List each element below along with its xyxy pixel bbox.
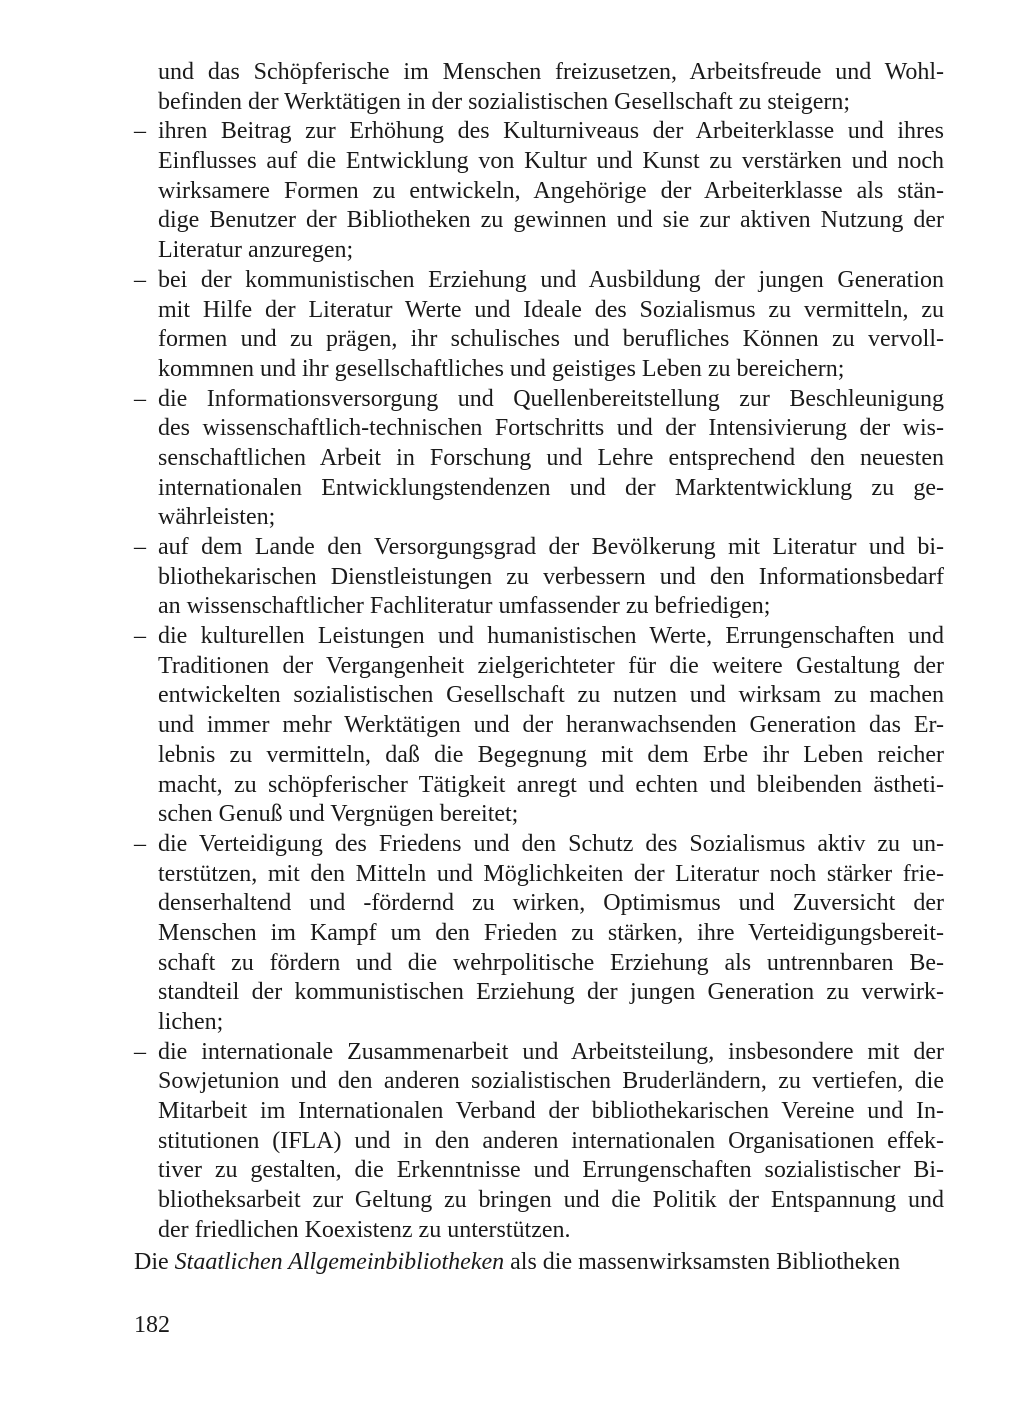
list-dash: – xyxy=(134,1038,146,1065)
line-text: stitutionen (IFLA) und in den anderen internationalen Organisationen effek- xyxy=(158,1127,944,1154)
line-text: wirksamere Formen zu entwickeln, Angehörige der Arbeiterklasse als stän- xyxy=(158,177,944,204)
line-text: an wissenschaftlicher Fachliteratur umfassender zu befriedigen; xyxy=(158,593,771,620)
text-line xyxy=(134,414,944,444)
list-dash: – xyxy=(134,266,146,293)
line-text: Literatur anzuregen; xyxy=(158,237,354,264)
line-text: dige Benutzer der Bibliotheken zu gewinnen und sie zur aktiven Nutzung der xyxy=(158,207,944,234)
line-text: formen und zu prägen, ihr schulisches und berufliches Können zu vervoll- xyxy=(158,326,944,353)
line-text: befinden der Werktätigen in der sozialistischen Gesellschaft zu steigern; xyxy=(158,88,851,115)
text-line xyxy=(134,860,944,890)
list-item-first-line xyxy=(134,1038,944,1068)
line-text: macht, zu schöpferischer Tätigkeit anregt und echten und bleibenden ästheti- xyxy=(158,771,944,798)
emphasized-text: Staatlichen Allgemeinbibliotheken xyxy=(174,1249,505,1275)
line-text: des wissenschaftlich-technischen Fortschritts und der Intensivierung der wis- xyxy=(158,415,944,442)
text-line xyxy=(134,355,944,385)
line-text: Mitarbeit im Internationalen Verband der bibliothekarischen Vereine und In- xyxy=(158,1098,944,1125)
list-item-first-line xyxy=(134,622,944,652)
text-line xyxy=(134,206,944,236)
line-text: standteil der kommunistischen Erziehung der jungen Generation zu verwirk- xyxy=(158,979,944,1006)
line-text: und das Schöpferische im Menschen freizusetzen, Arbeitsfreude und Wohl- xyxy=(158,59,944,85)
text-line xyxy=(134,177,944,207)
line-text: bliotheksarbeit zur Geltung zu bringen und die Politik der Entspannung und xyxy=(158,1187,944,1214)
text-line xyxy=(134,1008,944,1038)
line-text: der friedlichen Koexistenz zu unterstützen. xyxy=(158,1216,571,1243)
text-line xyxy=(134,771,944,801)
text-line xyxy=(134,88,944,118)
body-text xyxy=(134,58,944,1246)
line-text: Traditionen der Vergangenheit zielgerichteter für die weitere Gestaltung der xyxy=(158,652,944,679)
list-item-first-line xyxy=(134,266,944,296)
text-line xyxy=(134,1216,944,1246)
text-line xyxy=(134,1067,944,1097)
line-text: ihren Beitrag zur Erhöhung des Kulturniveaus der Arbeiterklasse und ihres xyxy=(158,118,944,145)
text-line xyxy=(134,236,944,266)
line-text: internationalen Entwicklungstendenzen und der Marktentwicklung zu ge- xyxy=(158,474,944,501)
text-line xyxy=(134,711,944,741)
line-text: mit Hilfe der Literatur Werte und Ideale des Sozialismus zu vermitteln, zu xyxy=(158,296,944,323)
line-text: denserhaltend und -fördernd zu wirken, Optimismus und Zuversicht der xyxy=(158,890,944,917)
line-text: die kulturellen Leistungen und humanistischen Werte, Errungenschaften und xyxy=(158,623,944,650)
page-number: 182 xyxy=(134,1312,170,1338)
list-item-first-line xyxy=(134,385,944,415)
line-text: tiver zu gestalten, die Erkenntnisse und Errungenschaften sozialistischer Bi- xyxy=(158,1157,944,1184)
text-line xyxy=(134,474,944,504)
line-text: die internationale Zusammenarbeit und Arbeitsteilung, insbesondere mit der xyxy=(158,1038,944,1065)
list-dash: – xyxy=(134,534,146,560)
line-text: die Verteidigung des Friedens und den Schutz des Sozialismus aktiv zu un- xyxy=(158,830,944,857)
text-line xyxy=(134,325,944,355)
list-dash: – xyxy=(134,385,146,412)
text-line xyxy=(134,1156,944,1186)
text-line xyxy=(134,503,944,533)
line-text: Menschen im Kampf um den Frieden zu stärken, ihre Verteidigungsbereit- xyxy=(158,919,944,946)
text-line xyxy=(134,800,944,830)
text-line xyxy=(134,889,944,919)
line-text: lichen; xyxy=(158,1009,224,1035)
line-text: schen Genuß und Vergnügen bereitet; xyxy=(158,801,519,828)
text-line xyxy=(134,741,944,771)
text-line xyxy=(134,652,944,682)
text-line xyxy=(134,1186,944,1216)
line-text: auf dem Lande den Versorgungsgrad der Bevölkerung mit Literatur und bi- xyxy=(158,534,944,560)
line-text: senschaftlichen Arbeit in Forschung und Lehre entsprechend den neuesten xyxy=(158,444,944,471)
text-line xyxy=(134,1097,944,1127)
line-text: bliothekarischen Dienstleistungen zu verbessern und den Informationsbedarf xyxy=(158,563,944,590)
list-dash: – xyxy=(134,118,146,145)
text-line xyxy=(134,919,944,949)
text-line xyxy=(134,681,944,711)
text-line xyxy=(134,563,944,593)
line-text: lebnis zu vermitteln, daß die Begegnung mit dem Erbe ihr Leben reicher xyxy=(158,741,944,768)
text-line xyxy=(134,296,944,326)
text-line xyxy=(134,1127,944,1157)
line-text: terstützen, mit den Mitteln und Möglichkeiten der Literatur noch stärker frie- xyxy=(158,860,944,887)
list-dash: – xyxy=(134,623,146,650)
list-dash: – xyxy=(134,830,146,857)
list-item-first-line xyxy=(134,830,944,860)
line-text: die Informationsversorgung und Quellenbereitstellung zur Beschleunigung xyxy=(158,385,944,412)
list-item-first-line xyxy=(134,533,944,563)
text-line xyxy=(134,978,944,1008)
text-line xyxy=(134,949,944,979)
line-text: schaft zu fördern und die wehrpolitische Erziehung als untrennbaren Be- xyxy=(158,949,944,976)
line-text: kommnen und ihr gesellschaftliches und geistiges Leben zu bereichern; xyxy=(158,355,845,382)
text-line xyxy=(134,58,944,88)
text-line xyxy=(134,592,944,622)
text-line: Die Staatlichen Allgemeinbibliotheken als die massenwirksamsten Bibliotheken xyxy=(134,1249,901,1275)
text-line xyxy=(134,147,944,177)
line-text: entwickelten sozialistischen Gesellschaft zu nutzen und wirksam zu machen xyxy=(158,682,944,709)
line-text: und immer mehr Werktätigen und der heranwachsenden Generation das Er- xyxy=(158,712,944,739)
text-line xyxy=(134,444,944,474)
line-text: Sowjetunion und den anderen sozialistischen Bruderländern, zu vertiefen, die xyxy=(158,1068,944,1095)
line-text: währleisten; xyxy=(158,504,276,531)
line-text: Einflusses auf die Entwicklung von Kultur und Kunst zu verstärken und noch xyxy=(158,148,944,175)
line-text: bei der kommunistischen Erziehung und Ausbildung der jungen Generation xyxy=(158,266,944,293)
final-paragraph xyxy=(134,1248,944,1278)
list-item-first-line xyxy=(134,117,944,147)
